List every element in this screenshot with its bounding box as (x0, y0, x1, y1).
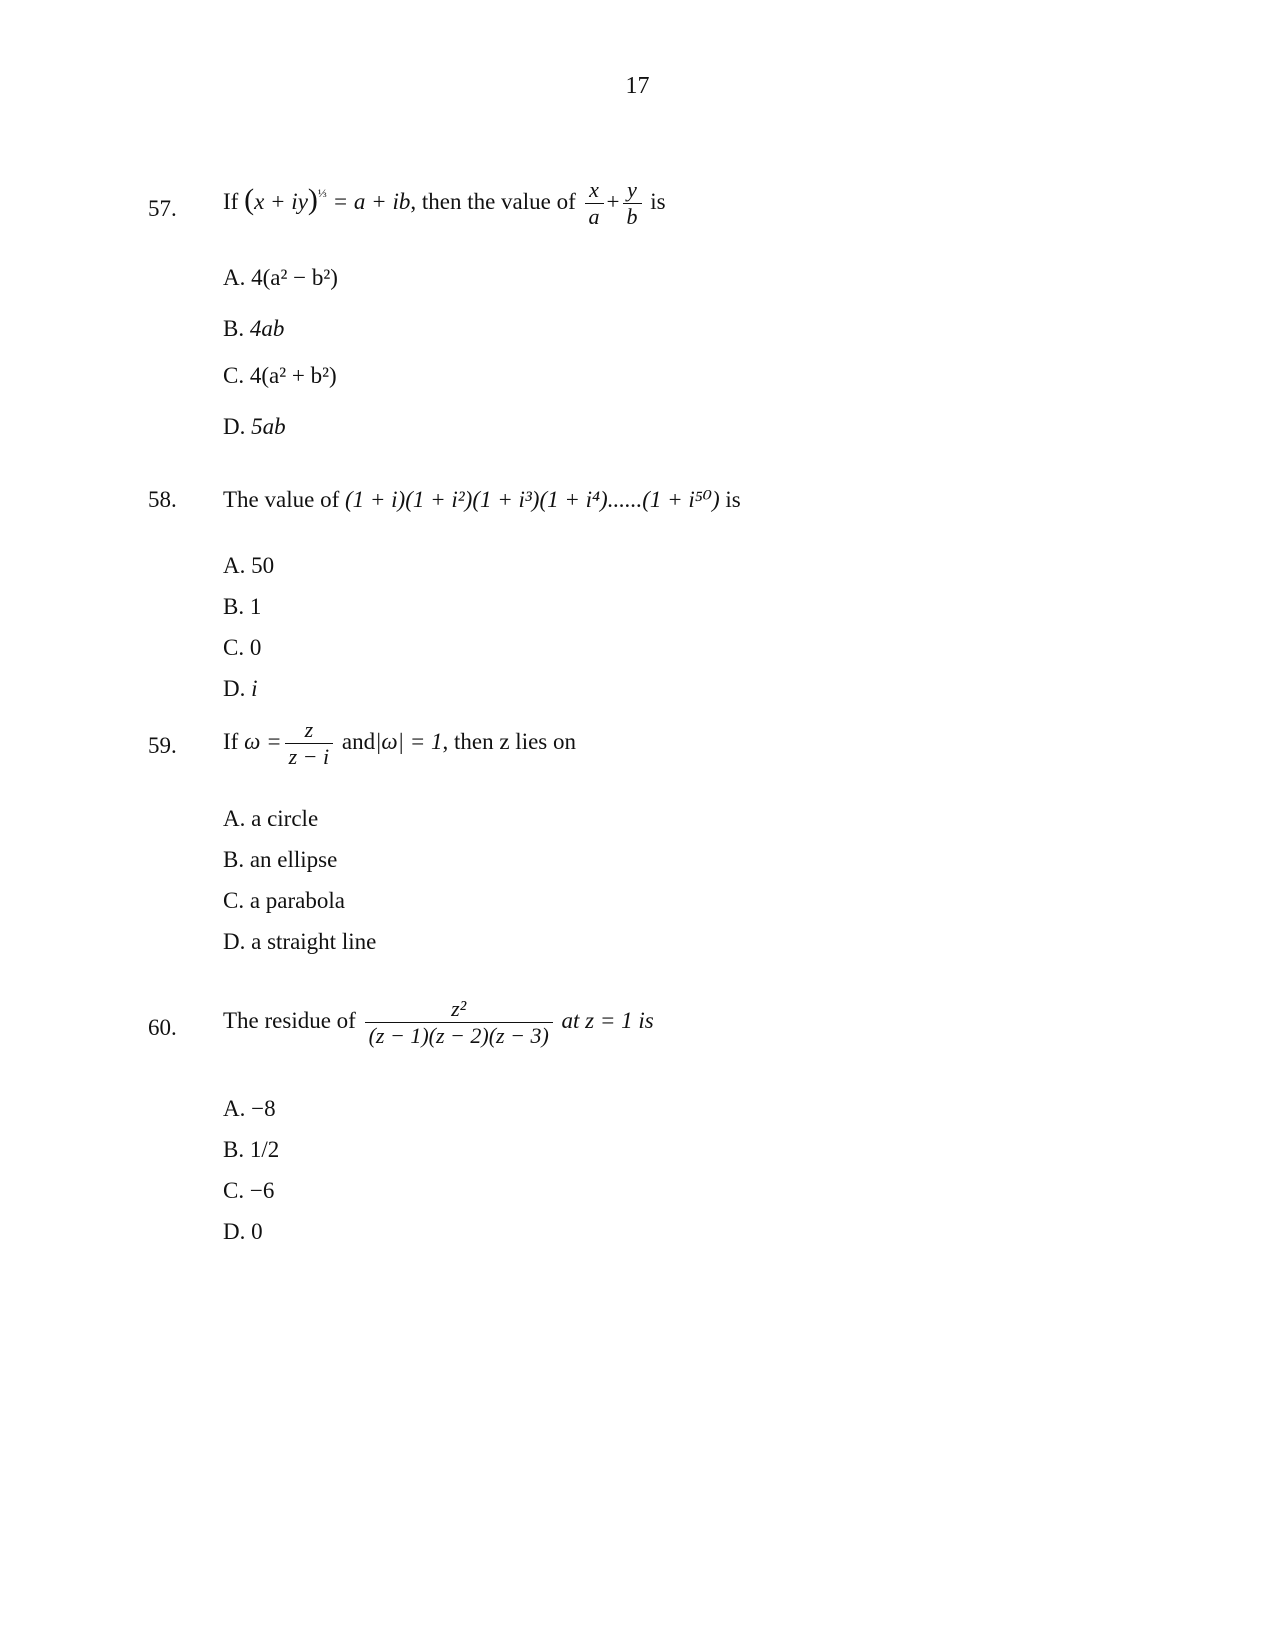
option-letter: D. (223, 929, 246, 954)
option-text: a parabola (249, 888, 345, 913)
option-text: a straight line (251, 929, 377, 954)
option-letter: D. (223, 676, 246, 701)
stem-suffix: at z = 1 is (561, 1007, 654, 1033)
open-paren: ( (244, 182, 255, 216)
option-text: 1/2 (249, 1137, 280, 1162)
option-letter: B. (223, 1137, 245, 1162)
option-text: 50 (251, 553, 275, 578)
close-paren: ) (307, 182, 318, 216)
question-stem (223, 178, 666, 229)
option-text: i (251, 676, 258, 701)
option-letter: A. (223, 806, 246, 831)
question-number: 58. (148, 487, 177, 512)
option-d (223, 676, 258, 702)
question-stem (223, 487, 741, 513)
option-c (223, 635, 261, 661)
option-text: 0 (249, 635, 262, 660)
option-letter: A. (223, 265, 246, 290)
option-a (223, 553, 274, 579)
option-b (223, 316, 284, 342)
option-a (223, 1096, 276, 1122)
denominator: b (623, 203, 642, 229)
option-letter: C. (223, 1178, 245, 1203)
fraction-residue (365, 997, 553, 1048)
numerator: z² (451, 996, 467, 1021)
option-letter: C. (223, 363, 245, 388)
option-letter: B. (223, 594, 245, 619)
option-text: 4(a² + b²) (249, 363, 337, 388)
option-text: 4(a² − b²) (251, 265, 338, 290)
stem-prefix: The residue of (223, 1007, 356, 1033)
question-number: 59. (148, 733, 177, 758)
denominator: a (585, 203, 604, 229)
fraction-y-over-b (623, 178, 642, 229)
stem-suffix: , then z lies on (442, 728, 576, 754)
option-d (223, 929, 376, 955)
stem-middle: , then the value of (410, 188, 576, 214)
stem-suffix: is (650, 188, 666, 214)
plus-sign: + (606, 188, 620, 214)
stem-suffix: is (725, 487, 741, 512)
stem-lhs: ω = (244, 728, 282, 754)
question-number: 57. (148, 196, 177, 221)
option-letter: C. (223, 635, 245, 660)
option-a (223, 265, 338, 291)
stem-rhs: = a + ib (332, 188, 411, 214)
question-number: 60. (148, 1015, 177, 1040)
stem-abs: |ω| = 1 (375, 728, 443, 754)
stem-prefix: The value of (223, 487, 340, 512)
question-stem (223, 997, 654, 1048)
option-c (223, 363, 337, 389)
option-text: 0 (251, 1219, 263, 1244)
option-c (223, 888, 345, 914)
option-a (223, 806, 318, 832)
option-b (223, 594, 261, 620)
option-letter: A. (223, 553, 246, 578)
option-b (223, 1137, 279, 1163)
fraction-x-over-a (585, 178, 604, 229)
option-text: 4ab (249, 316, 285, 341)
option-d (223, 414, 286, 440)
numerator: x (589, 177, 599, 202)
option-text: 5ab (251, 414, 286, 439)
option-c (223, 1178, 274, 1204)
option-text: an ellipse (249, 847, 338, 872)
question-stem (223, 718, 576, 769)
stem-exponent: ⅓ (317, 185, 327, 200)
numerator: y (627, 177, 637, 202)
stem-prefix: If (223, 728, 239, 754)
numerator: z (304, 717, 314, 742)
option-text: −8 (251, 1096, 276, 1121)
option-letter: B. (223, 847, 245, 872)
option-letter: D. (223, 414, 246, 439)
option-letter: C. (223, 888, 245, 913)
option-text: a circle (251, 806, 319, 831)
stem-expression: (1 + i)(1 + i²)(1 + i³)(1 + i⁴)......(1 + i⁵⁰) (344, 487, 720, 512)
stem-prefix: If (223, 188, 239, 214)
option-d (223, 1219, 263, 1245)
option-b (223, 847, 337, 873)
page-number: 17 (625, 73, 650, 99)
fraction-z-over-z-minus-i (285, 718, 334, 769)
option-text: −6 (249, 1178, 275, 1203)
option-letter: A. (223, 1096, 246, 1121)
denominator: z − i (285, 743, 334, 769)
denominator: (z − 1)(z − 2)(z − 3) (365, 1022, 553, 1048)
stem-base: x + iy (254, 188, 308, 214)
option-letter: D. (223, 1219, 246, 1244)
option-letter: B. (223, 316, 245, 341)
stem-mid: and (341, 728, 376, 754)
option-text: 1 (249, 594, 262, 619)
